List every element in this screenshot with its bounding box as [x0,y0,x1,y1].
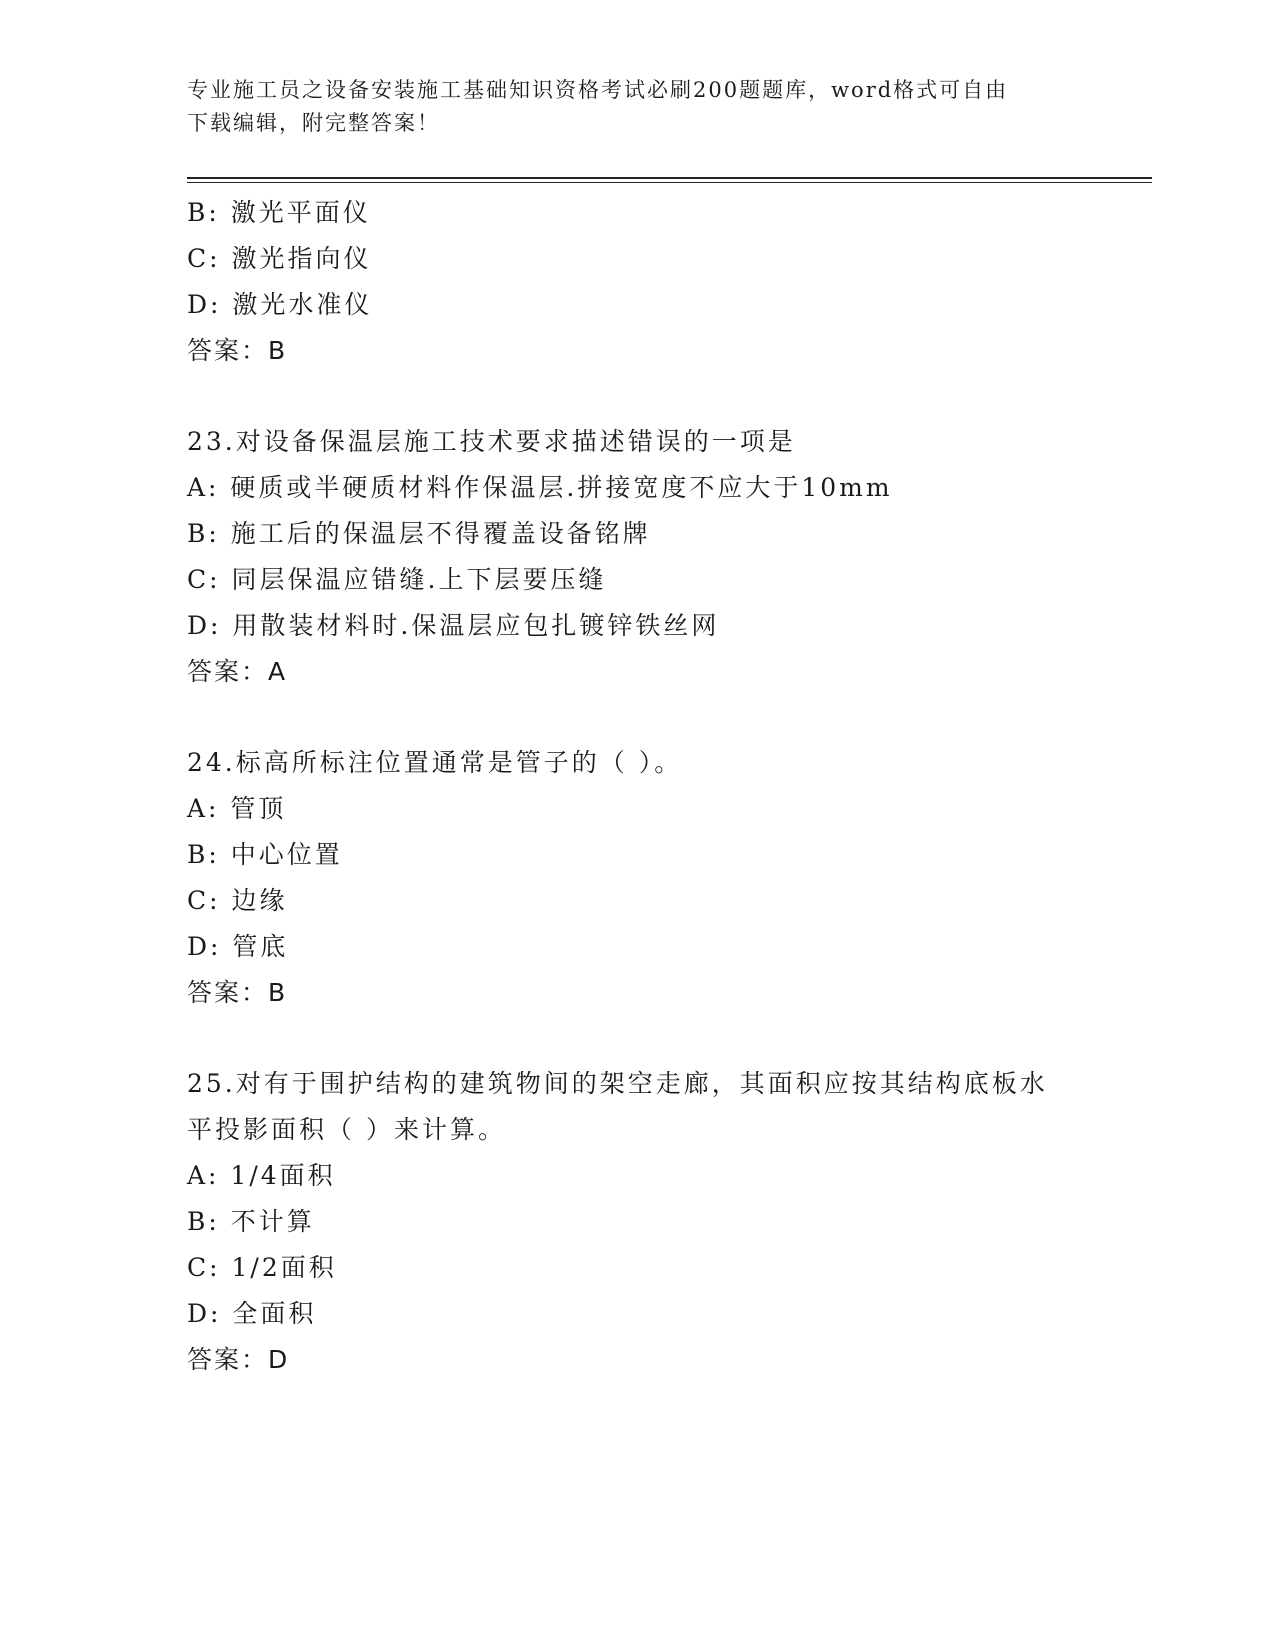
question-block-22 [187,190,1087,374]
option-c: C: 边缘 [187,886,288,915]
spacer [187,1016,1087,1061]
question-block-24 [187,740,1087,1016]
option-c: C: 激光指向仪 [187,244,372,273]
option-c: C: 1/2面积 [187,1253,337,1282]
answer-label: 答案：A [187,657,288,686]
option-d: D: 激光水准仪 [187,290,373,319]
question-stem-line-1: 25.对有于围护结构的建筑物间的架空走廊，其面积应按其结构底板水 [187,1069,1048,1098]
answer-label: 答案：D [187,1345,290,1374]
header-divider [187,177,1152,183]
option-b: B: 激光平面仪 [187,198,371,227]
question-block-23 [187,419,1087,695]
question-stem: 23.对设备保温层施工技术要求描述错误的一项是 [187,427,796,456]
spacer [187,374,1087,419]
option-b: B: 中心位置 [187,840,343,869]
option-a: A: 管顶 [187,794,287,823]
option-d: D: 全面积 [187,1299,317,1328]
option-a: A: 1/4面积 [187,1161,336,1190]
answer-label: 答案：B [187,336,288,365]
header-title-line-2: 下载编辑，附完整答案！ [187,111,440,135]
answer-label: 答案：B [187,978,288,1007]
document-body [187,190,1087,1383]
document-header [187,74,1067,140]
option-b: B: 不计算 [187,1207,315,1236]
question-stem-line-2: 平投影面积（ ）来计算。 [187,1115,506,1144]
header-title-line-1: 专业施工员之设备安装施工基础知识资格考试必刷200题题库，word格式可自由 [187,78,1009,102]
option-b: B: 施工后的保温层不得覆盖设备铭牌 [187,519,651,548]
spacer [187,695,1087,740]
question-block-25 [187,1061,1087,1383]
option-d: D: 用散装材料时.保温层应包扎镀锌铁丝网 [187,611,720,640]
option-a: A: 硬质或半硬质材料作保温层.拼接宽度不应大于10mm [187,473,893,502]
option-d: D: 管底 [187,932,289,961]
question-stem: 24.标高所标注位置通常是管子的（ ）。 [187,748,683,777]
option-c: C: 同层保温应错缝.上下层要压缝 [187,565,607,594]
